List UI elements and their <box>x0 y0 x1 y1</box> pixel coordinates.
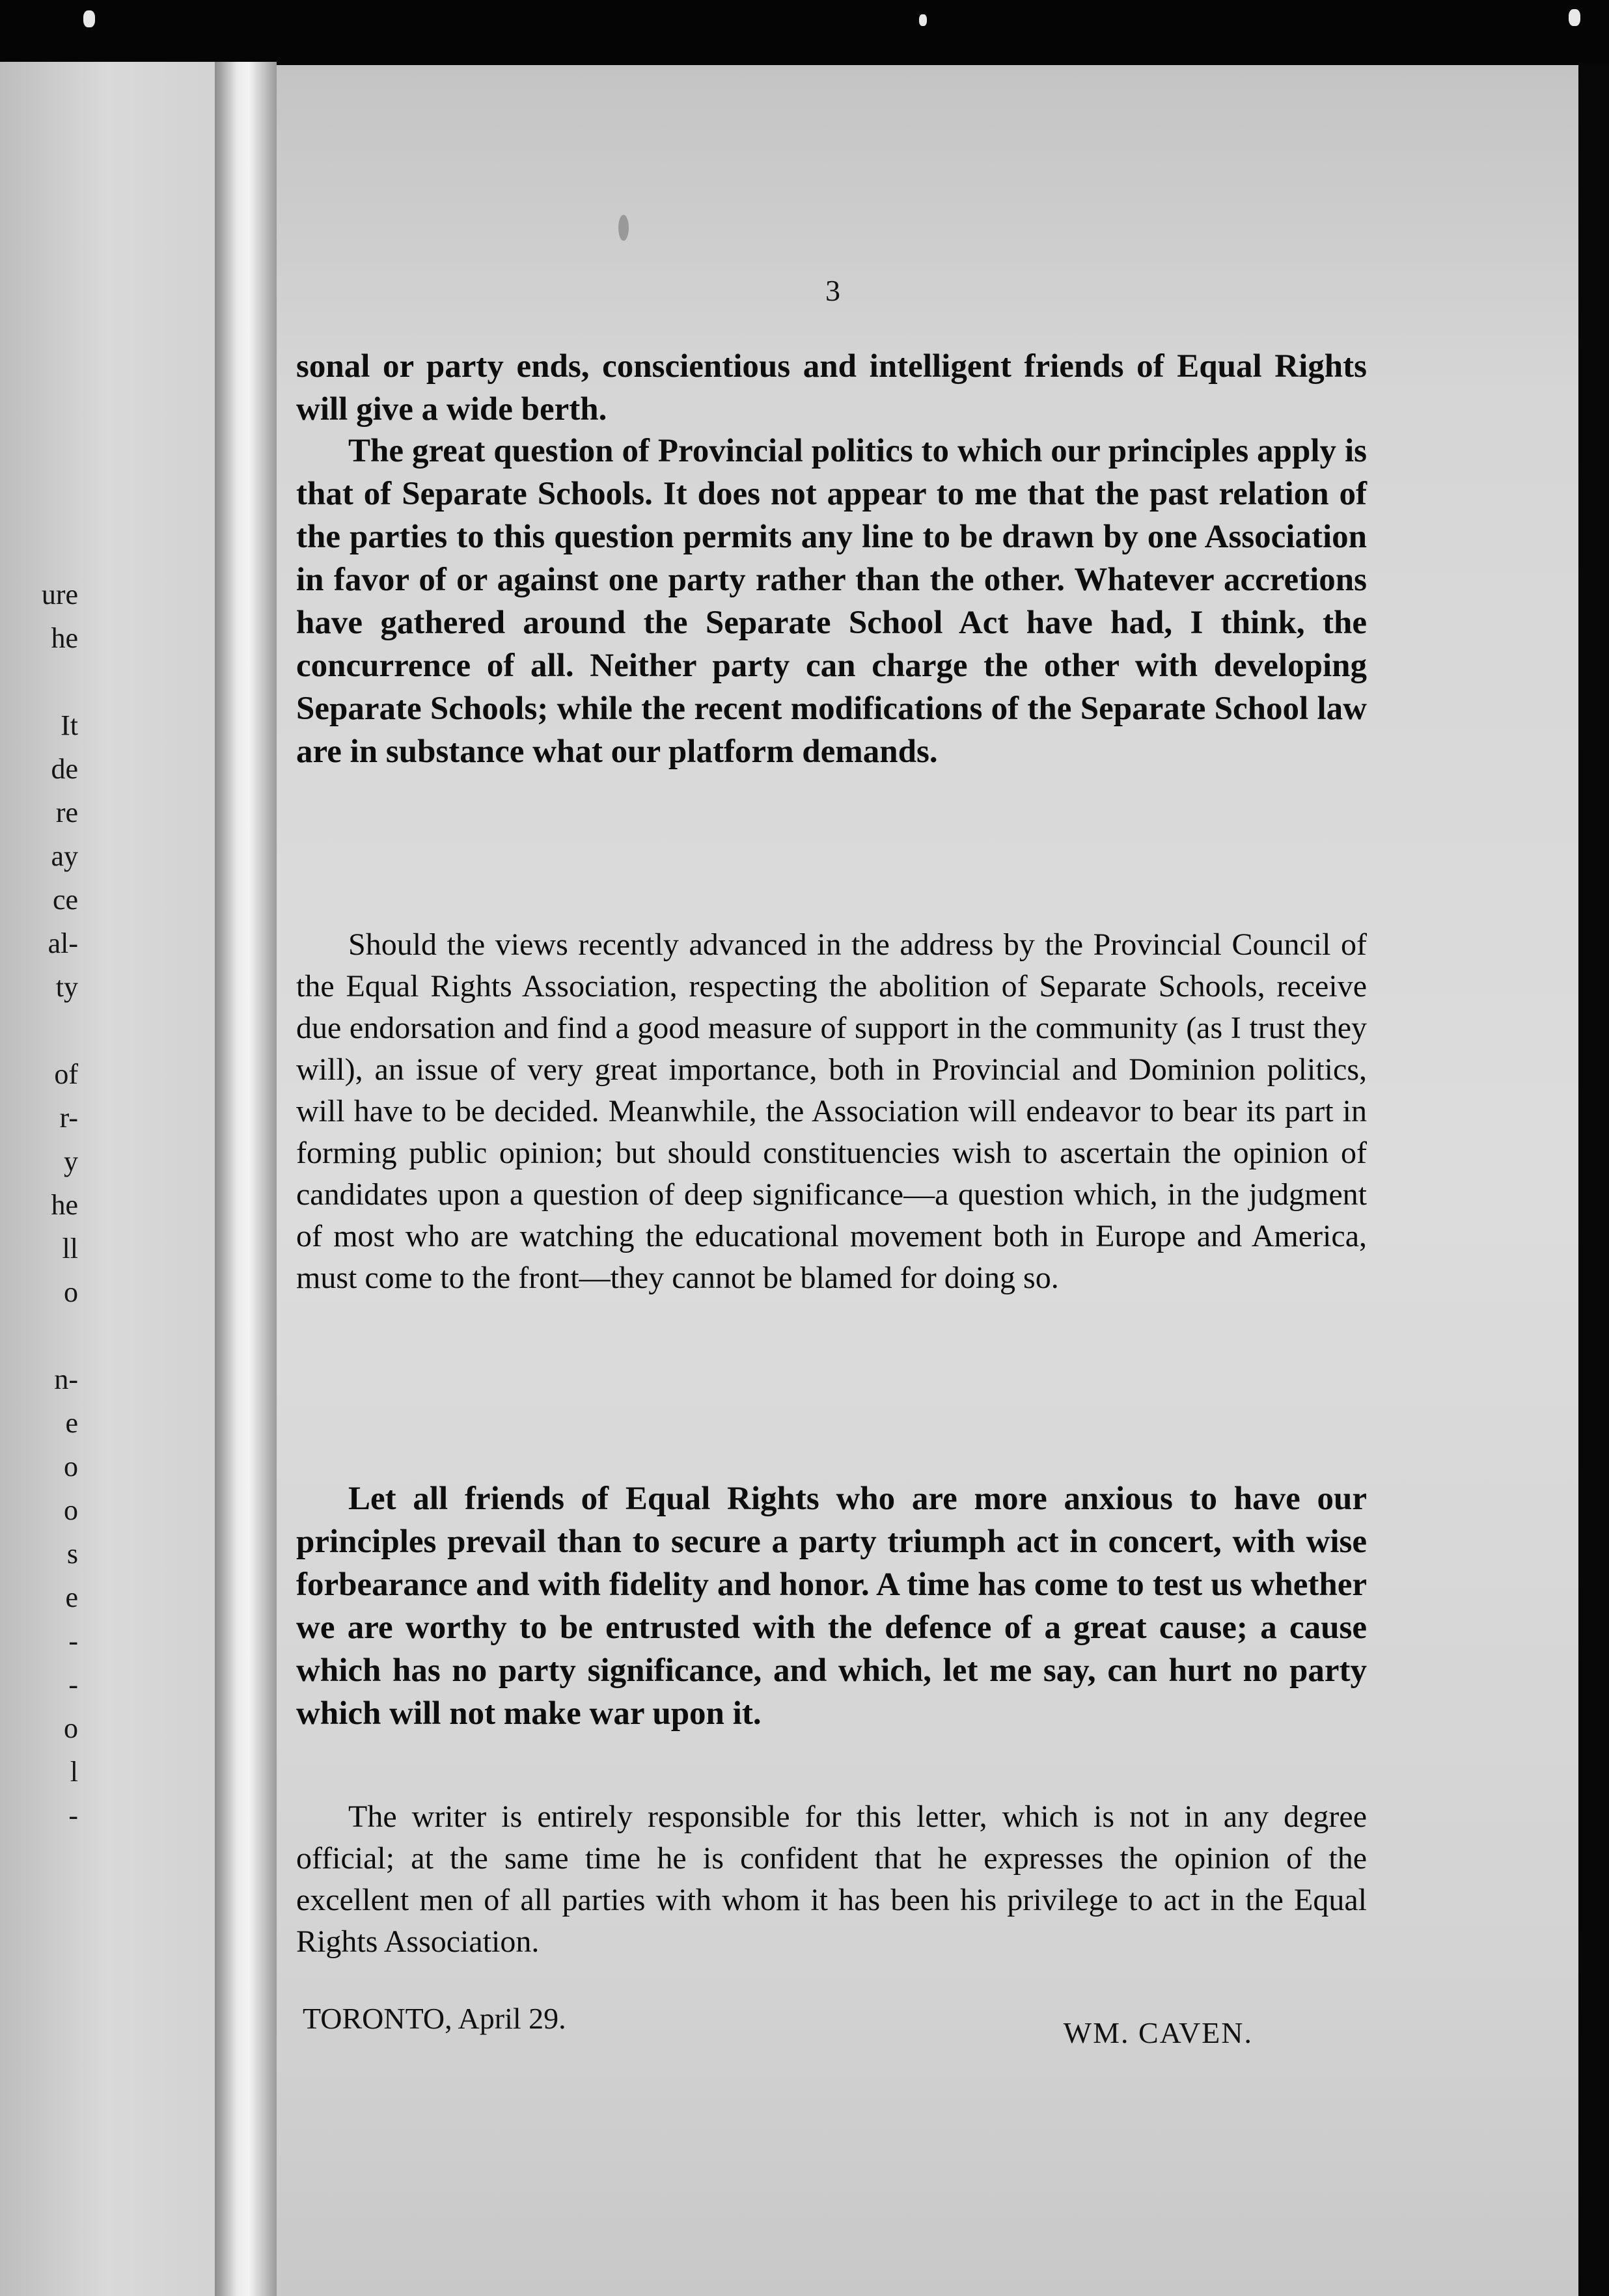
facing-page-fragment: s <box>66 1538 78 1570</box>
facing-page-fragment: ce <box>52 884 78 916</box>
facing-page-fragment: - <box>68 1799 78 1831</box>
facing-page-fragment: ure <box>41 579 78 610</box>
facing-page-fragment: o <box>64 1451 78 1483</box>
paragraph-2-block <box>296 430 1367 773</box>
facing-page-fragment: l <box>70 1756 78 1788</box>
page-smudge <box>618 215 629 241</box>
facing-page-fragment: de <box>51 753 78 785</box>
facing-page-fragment <box>0 1009 78 1052</box>
scan-speck <box>1569 9 1580 26</box>
paragraph-1-block <box>296 345 1367 431</box>
place-and-date: TORONTO, April 29. <box>303 2002 566 2035</box>
author-signature: WM. CAVEN. <box>1063 2016 1253 2049</box>
facing-page-fragment: he <box>51 1189 78 1221</box>
paragraph-3-block <box>296 924 1367 1299</box>
scan-border-right <box>1578 65 1609 2296</box>
paragraph-4-block <box>296 1477 1367 1735</box>
facing-page-fragment: y <box>64 1145 78 1177</box>
facing-page-fragment <box>0 1314 78 1358</box>
facing-page-fragment: o <box>64 1712 78 1744</box>
facing-page-fragment: - <box>68 1669 78 1701</box>
facing-page-fragment: o <box>64 1494 78 1526</box>
facing-page-fragment: al- <box>48 927 78 959</box>
paragraph-disclaimer: The writer is entirely responsible for this letter, which is not in any degree official; at the same time he is confident that he expresses the opinion of the excellent men of all parties with whom it has been his privilege to act in the Equal Rights Association. <box>296 1799 1367 1959</box>
facing-page-fragment: r- <box>59 1102 78 1134</box>
scan-speck <box>83 10 95 27</box>
paragraph-call-to-action: Let all friends of Equal Rights who are more anxious to have our principles prevail than to secure a party triumph act in concert, with wise forbearance and with fidelity and honor. A time has come to test us whether we are worthy to be entrusted with the defence of a great cause; a cause which has no party significance, and which, let me say, can hurt no party which will not make war upon it. <box>296 1481 1367 1732</box>
scan-border-top <box>0 0 1609 65</box>
facing-page-fragment: - <box>68 1625 78 1657</box>
page-gutter <box>215 62 277 2296</box>
paragraph-separate-schools: The great question of Provincial politics to which our principles apply is that of Separate Schools. It does not appear to me that the past relation of the parties to this question permits any line to be drawn by one Association in favor of or against one party rather than the other. Whatever accretions have gathered around the Separate School Act have had, I think, the concurrence of all. Neither party can charge the other with developing Separate Schools; while the recent modifications of the Separate School law are in substance what our platform demands. <box>296 433 1367 770</box>
facing-page-fragment: ay <box>51 840 78 872</box>
facing-page-fragment <box>0 660 78 704</box>
facing-page-fragment: of <box>54 1058 78 1090</box>
scan-speck <box>919 14 927 26</box>
page-number: 3 <box>825 274 840 307</box>
paragraph-continuation: sonal or party ends, conscientious and intelligent friends of Equal Rights will give a wide berth. <box>296 348 1367 428</box>
facing-page-fragment: he <box>51 622 78 654</box>
facing-page-text-fragments <box>0 573 78 1837</box>
facing-page-fragment: It <box>61 709 78 741</box>
facing-page-fragment: e <box>65 1581 78 1613</box>
facing-page-fragment: e <box>65 1407 78 1439</box>
facing-page-fragment: n- <box>54 1363 78 1395</box>
facing-page-fragment: ty <box>55 971 78 1003</box>
facing-page-fragment: re <box>55 797 78 828</box>
facing-page-fragment: o <box>64 1276 78 1308</box>
facing-page-fragment: ll <box>62 1233 78 1264</box>
paragraph-provincial-council: Should the views recently advanced in the address by the Provincial Council of the Equal Rights Association, respecting the abolition of Separate Schools, receive due endorsation and find a good measure of support in the community (as I trust they will), an issue of very great importance, both in Provincial and Dominion politics, will have to be decided. Meanwhile, the Association will endeavor to bear its part in forming public opinion; but should constituencies wish to ascertain the opinion of candidates upon a question of deep significance—a question which, in the judgment of most who are watching the educational movement both in Europe and America, must come to the front—they cannot be blamed for doing so. <box>296 927 1367 1295</box>
paragraph-5-block <box>296 1796 1367 1963</box>
